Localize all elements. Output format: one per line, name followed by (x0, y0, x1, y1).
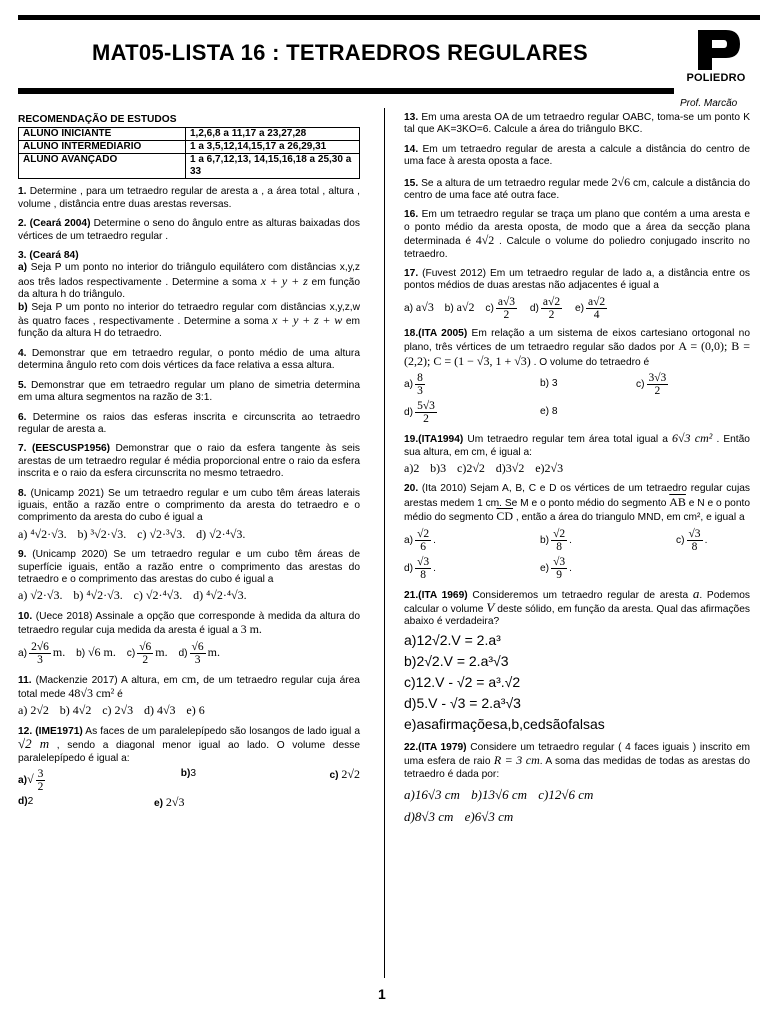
option: c) √2·⁴√3. (133, 588, 183, 603)
question-8 (18, 488, 360, 543)
option (127, 641, 168, 666)
question-number: 12. (18, 725, 33, 737)
question-text: . A soma das medidas de todas as arestas do tetraedro é dada por: (404, 756, 750, 780)
denominator: 3 (194, 653, 201, 666)
option-value: 8 (551, 406, 558, 418)
option (404, 400, 540, 425)
option-label: c) (485, 303, 494, 315)
question-number: 8. (18, 487, 27, 499)
question-text: (Ita 2010) Sejam A, B, C e D os vértices de um tetraedro regular cujas arestas medem 1 cm. Se M e o ponto médio do segmento (404, 483, 750, 509)
option-value: 3 (190, 768, 197, 780)
option (445, 301, 475, 315)
recommendation-title: RECOMENDAÇÃO DE ESTUDOS (18, 114, 177, 125)
question-text: cm, calcule a distância do centro de uma face até outra face. (404, 177, 750, 202)
numerator: 3 (37, 768, 44, 781)
question-number: 13. (404, 112, 419, 123)
option (18, 641, 65, 666)
question-text: (Unicamp 2021) Se um tetraedro regular e um cubo têm áreas laterais iguais, então a razão entre o comprimento da aresta do tetraedro e o comprimento da aresta do cubo é igual a (18, 487, 360, 524)
question-number: 6. (18, 411, 27, 423)
question-number: 1. (18, 186, 27, 198)
option: e)2√3 (535, 460, 564, 475)
question-text: é (117, 689, 123, 700)
option: e) $\frac{√3}{9}$ . (540, 555, 572, 581)
question-text: . Então sua altura, em cm, é igual a: (404, 434, 750, 458)
question-number: 16. (404, 209, 419, 221)
option: c)12.V - √2 = a³.√2 (404, 673, 521, 690)
question-16 (404, 209, 750, 261)
denominator: 2 (142, 653, 149, 666)
option-value: 3 (551, 378, 558, 390)
numerator: a√2 (542, 295, 561, 308)
question-text: Consideremos um tetraedro regular de aresta (472, 589, 689, 601)
area-value: 48√3 cm² (68, 686, 115, 700)
option-label: d) (529, 303, 539, 315)
question-text: . Calcule o volume do poliedro conjugado inscrito no tetraedro. (404, 236, 750, 260)
denominator: 2 (423, 413, 429, 426)
question-text: Demonstrar que em tetraedro regular, o ponto médio de uma altura determina ângulo reto com dois vértices da face relativa a essa altura. (18, 347, 360, 372)
table-row (19, 141, 360, 154)
question-19 (404, 432, 750, 476)
question-text: (Mackenzie 2017) A altura, em (35, 674, 178, 686)
question-number: 5. (18, 379, 27, 391)
option (178, 641, 219, 666)
option (540, 400, 558, 425)
option: b) ³√2·√3. (77, 526, 127, 541)
question-source: (ITA 2005) (418, 327, 468, 339)
area-value: 6√3 cm² (671, 431, 713, 446)
question-text: Demonstrar que em tetraedro regular um plano de simetria determina em uma altura segmentos na razão de 3:1. (18, 379, 360, 404)
question-number: 9. (18, 549, 27, 561)
items-cell: 1,2,6,8 a 11,17 a 23,27,28 (186, 128, 360, 141)
question-number: 4. (18, 347, 27, 359)
option-label: e) (540, 562, 550, 574)
page-number: 1 (378, 986, 386, 1002)
option: c)2√2 (457, 460, 485, 475)
option-label: b) (444, 303, 454, 315)
page-title: MAT05-LISTA 16 : TETRAEDROS REGULARES (92, 40, 588, 65)
option: b)3 (430, 460, 447, 475)
option: e) 6 (186, 703, 205, 718)
option-value: a√3 (415, 300, 434, 315)
option-value: 2√3 (165, 795, 185, 810)
level-cell: ALUNO AVANÇADO (19, 154, 186, 179)
question-text: Em um tetraedro regular se traça um plano que contém a uma aresta e o ponto médio da aresta oposta, de modo que a área da secção plana determinada é (404, 209, 750, 248)
question-text: . O volume do tetraedro é (533, 356, 650, 368)
denominator: 9 (556, 568, 562, 581)
question-text: de um tetraedro regular cuja área total mede (18, 674, 360, 700)
item-text: Seja P um ponto no interior do triângulo equilátero com distâncias x,y,z aos três lados respectivamente . Determine a soma (18, 262, 360, 288)
option: d) $\frac{√3}{8}$ . (404, 555, 436, 581)
option-label: b) (76, 647, 86, 659)
option-label: b) (540, 378, 550, 390)
item-text: em função da altura H do tetraedro. (18, 316, 360, 340)
option: b) 4√2 (59, 703, 92, 718)
option-label: a) (404, 379, 414, 391)
question-text: (Uece 2018) Assinale a opção que corresponde à medida da altura do tetraedro regular cuja medida da aresta é igual a (18, 610, 360, 637)
question-18 (404, 328, 750, 425)
option: a) ⁴√2·√3. (18, 526, 67, 541)
question-source: (Ceará 84) (29, 250, 79, 262)
option: a) √2·√3. (18, 588, 63, 603)
option-label: c) (636, 379, 645, 391)
option: a)12√2.V = 2.a³ (404, 631, 501, 648)
question-text: Determine o seno do ângulo entre as alturas baixadas dos vértices de um tetraedro regular . (18, 218, 360, 242)
question-source: (ITA 1969) (418, 589, 468, 601)
numerator: √6 (139, 640, 152, 653)
numerator: 8 (417, 372, 423, 385)
option: b)13√6 cm (471, 786, 527, 802)
option: d)8√3 cm (404, 808, 454, 824)
option: a)√ $\frac{3}{2}$ (18, 768, 44, 794)
question-number: 2. (18, 218, 27, 230)
question-source: (Ceará 2004) (29, 218, 91, 230)
question-source: (IME1971) (35, 725, 83, 737)
question-source: (ITA1994) (418, 434, 464, 446)
question-source: (ITA 1979) (418, 741, 467, 753)
question-number: 19. (404, 434, 419, 446)
option: d) ⁴√2·⁴√3. (193, 588, 247, 603)
item-label: b) (18, 301, 28, 313)
unit: m. (155, 644, 168, 659)
numerator: √6 (191, 640, 204, 653)
item-text: em função da altura h do triângulo. (18, 276, 360, 301)
question-11 (18, 673, 360, 719)
question-text: Em um tetraedro regular de aresta a calcule a distância do centro de uma face à aresta oposta a face. (404, 143, 750, 168)
option (181, 768, 196, 793)
column-divider (384, 108, 385, 978)
option: c) √2·³√3. (137, 526, 186, 541)
option-value: 2√2 (341, 767, 360, 782)
numerator: a√3 (497, 295, 516, 308)
question-20 (404, 483, 750, 580)
table-row (19, 154, 360, 179)
question-number: 21. (404, 589, 419, 601)
denominator: 2 (548, 308, 555, 321)
item-text: Seja P um ponto no interior do tetraedro regular com distâncias x,y,z,w às quatro faces , respectivamente . Determine a soma (18, 301, 360, 328)
question-number: 18. (404, 327, 419, 339)
question-text: deste sólido, em função da aresta. Qual das afirmações abaixo é verdadeira? (404, 603, 750, 628)
level-cell: ALUNO INICIANTE (19, 128, 186, 141)
option: d)3√2 (495, 460, 525, 475)
option-label: a) (404, 303, 414, 315)
option-label: e) (154, 798, 164, 810)
option: a)2 (404, 460, 420, 475)
option: e)asafirmaçõesa,b,cedsãofalsas (404, 715, 605, 732)
option: c) 2√3 (102, 703, 134, 718)
denominator: 8 (691, 540, 698, 553)
question-number: 7. (18, 443, 27, 455)
question-number: 14. (404, 143, 419, 155)
denominator: 8 (556, 540, 562, 553)
option-label: c) (126, 647, 136, 659)
recommendation-table (18, 127, 360, 179)
level-cell: ALUNO INTERMEDIARIO (19, 141, 186, 154)
question-number: 10. (18, 610, 33, 622)
numerator: a√2 (588, 295, 606, 308)
denominator: 6 (420, 540, 426, 553)
question-12 (18, 726, 360, 811)
denominator: 3 (37, 653, 43, 666)
option (329, 768, 360, 793)
question-text: Considere um tetraedro regular ( 4 faces iguais ) inscrito em uma esfera de raio (404, 741, 750, 768)
height-value: 2√6 (611, 174, 631, 189)
unit: cm, (181, 671, 200, 686)
radius-value: R = 3 cm (493, 753, 540, 768)
table-row (19, 128, 360, 141)
numerator: √3 (417, 555, 430, 568)
numerator: 2√6 (31, 640, 49, 653)
denominator: 2 (37, 781, 44, 794)
math-expression: x + y + z (260, 273, 308, 288)
question-9 (18, 549, 360, 604)
left-column (18, 110, 360, 810)
option (530, 296, 564, 321)
option (76, 646, 116, 660)
option-label: b) (540, 534, 550, 546)
question-text: Determine os raios das esferas inscrita e circunscrita ao tetraedro regular de aresta a. (18, 411, 360, 435)
option-value: a√2 (456, 300, 475, 315)
question-text: Demonstrar que o raio da esfera tangente às seis arestas de um tetraedro regular é média proporcional entre o raio da esfera inscrita e o raio da esfera circunscrita no mesmo tetraedro. (18, 443, 360, 480)
denominator: 4 (593, 308, 600, 321)
option: d) 4√3 (143, 703, 176, 718)
question-7 (18, 443, 360, 480)
area-value: 4√2 (475, 233, 495, 248)
numerator: 3√3 (648, 372, 667, 385)
poliedro-logo (676, 28, 756, 94)
question-source: (EESCUSP1956) (31, 443, 111, 455)
question-15 (404, 176, 750, 203)
question-number: 3. (18, 250, 27, 262)
question-text: As faces de um paralelepípedo são losangos de lado igual a (85, 725, 360, 737)
option (636, 372, 670, 397)
question-22 (404, 742, 750, 828)
option-label: a) (404, 534, 414, 546)
question-text: Um tetraedro regular tem área total igual a (467, 434, 668, 446)
option (404, 372, 540, 397)
numerator: √2 (553, 527, 566, 540)
option-value: 2 (27, 796, 34, 808)
segment-label: $\overline{AB}$ (669, 494, 686, 509)
option-label: a) (18, 647, 28, 659)
question-14 (404, 144, 750, 169)
question-number: 22. (404, 741, 419, 753)
title-rule (18, 88, 674, 94)
side-value: √2 m (18, 736, 50, 752)
option: d) √2·⁴√3. (196, 526, 246, 541)
items-cell: 1 a 3,5,12,14,15,17 a 26,29,31 (186, 141, 360, 154)
question-text: Determine , para um tetraedro regular de aresta a , a área total , altura , volume , distância entre duas arestas reversas. (18, 186, 360, 210)
denominator: 2 (503, 308, 510, 321)
option-label: d) (178, 647, 188, 659)
question-4 (18, 348, 360, 373)
denominator: 2 (654, 385, 661, 398)
numerator: √2 (417, 527, 430, 540)
option-value: √6 m. (87, 644, 116, 659)
option-label: e) (574, 303, 584, 315)
option: a) $\frac{√2}{6}$ . (404, 527, 436, 553)
option: d)5.V - √3 = 2.a³√3 (404, 694, 521, 711)
denominator: 3 (417, 385, 423, 398)
question-5 (18, 380, 360, 405)
unit: m. (52, 644, 66, 659)
numerator: √3 (688, 527, 701, 540)
denominator: 8 (420, 568, 426, 581)
top-rule (18, 15, 760, 20)
question-number: 11. (18, 674, 32, 686)
option: c) $\frac{√3}{8}$ . (676, 527, 708, 553)
logo-text: POLIEDRO (686, 72, 746, 84)
question-number: 15. (404, 177, 419, 189)
question-text: Em relação a um sistema de eixos cartesiano ortogonal no plano, três vértices de um tetraedro regular são dados por (404, 327, 750, 354)
logo-p-icon (676, 28, 756, 72)
option-label: a) (18, 775, 28, 787)
option (18, 796, 154, 810)
question-6 (18, 412, 360, 437)
segment-label: $\overline{CD}$ (496, 509, 513, 524)
option: c)12√6 cm (538, 786, 594, 802)
option (485, 296, 519, 321)
question-21 (404, 585, 750, 735)
question-text: (Fuvest 2012) Em um tetraedro regular de lado a, a distância entre os pontos médios de duas arestas não adjacentes é igual a (404, 268, 750, 292)
variable: a (692, 585, 700, 601)
option (575, 296, 609, 321)
option: e)6√3 cm (464, 808, 514, 824)
edge-value: 3 m. (240, 622, 262, 637)
question-text: . Podemos calcular o volume (404, 589, 750, 615)
option: a)16√3 cm (404, 786, 460, 802)
unit: m. (207, 644, 220, 659)
option-label: b) (180, 768, 191, 780)
option (540, 372, 636, 397)
question-3 (18, 250, 360, 341)
question-10 (18, 611, 360, 666)
variable: V (486, 599, 495, 615)
question-number: 17. (404, 268, 419, 280)
option: b) $\frac{√2}{8}$ . (540, 527, 572, 553)
option-label: d) (18, 796, 28, 808)
option: a) 2√2 (18, 703, 49, 718)
option: b)2√2.V = 2.a³√3 (404, 652, 509, 669)
question-text: , sendo a diagonal menor igual ao lado. O volume desse paralelepípedo é igual a: (18, 740, 360, 764)
option-label: d) (404, 407, 414, 419)
question-number: 20. (404, 483, 419, 495)
right-column (404, 110, 750, 828)
question-text: (Unicamp 2020) Se um tetraedro regular e um cubo têm áreas de superfície iguais, então a razão entre o comprimento das arestas do tetraedro e o comprimento das arestas do cubo é igual a (18, 549, 360, 585)
option-label: c) (329, 770, 339, 782)
option: b) ⁴√2·√3. (73, 588, 123, 603)
question-text: Se a altura de um tetraedro regular mede (421, 177, 609, 189)
items-cell: 1 a 6,7,12,13, 14,15,16,18 a 25,30 a 33 (186, 154, 360, 179)
question-text: e N e o ponto médio do segmento (404, 497, 751, 524)
author: Prof. Marcão (680, 98, 738, 109)
question-17 (404, 268, 750, 321)
item-label: a) (18, 262, 28, 274)
math-expression: x + y + z + w (272, 313, 343, 328)
option (404, 301, 434, 315)
question-2 (18, 218, 360, 243)
question-text: Em uma aresta OA de um tetraedro regular OABC, toma-se um ponto K tal que AK=3KO=6. Calcule a área do triângulo BKC. (404, 112, 750, 136)
question-1 (18, 186, 360, 211)
option (154, 796, 185, 810)
option-label: d) (404, 562, 414, 574)
option-label: e) (540, 406, 550, 418)
points-expression: A = (0,0); B = (2,2); C = (1 − √3, 1 + √3) (404, 339, 750, 368)
numerator: √3 (553, 555, 566, 568)
option-label: c) (676, 534, 685, 546)
question-text: , então a área do triangulo MND, em cm², e igual a (515, 512, 745, 524)
numerator: 5√3 (417, 400, 435, 413)
question-13 (404, 112, 750, 137)
